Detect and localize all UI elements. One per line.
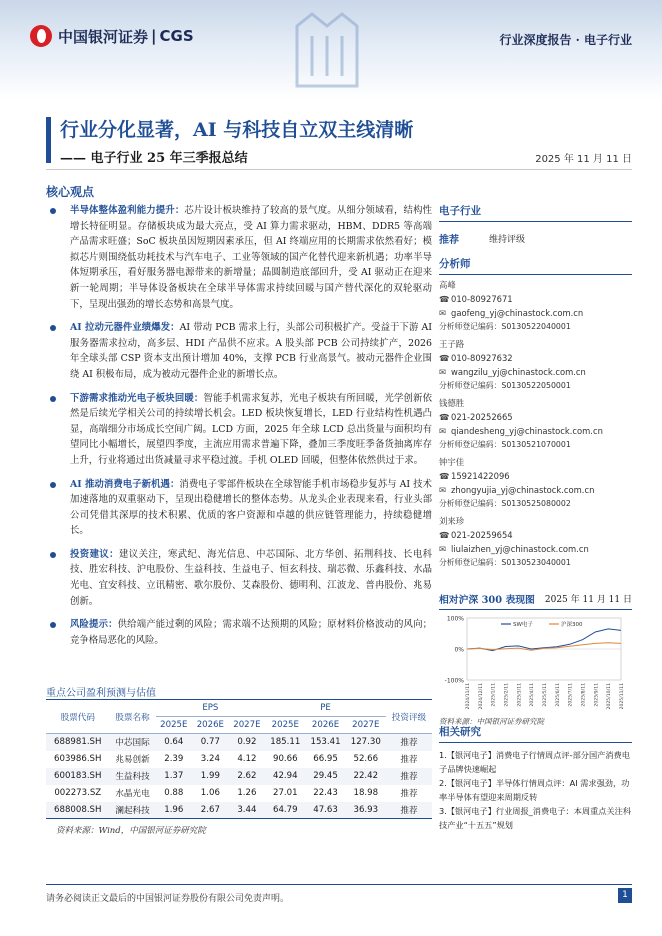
x-tick-label: 2024/11/11	[466, 683, 471, 710]
mail-icon: ✉	[439, 485, 447, 495]
x-tick-label: 2025/2/11	[504, 683, 510, 707]
sidebar	[439, 203, 632, 570]
rating-row	[439, 230, 632, 246]
rating-label: 推荐	[439, 234, 459, 246]
mail-icon: ✉	[439, 367, 447, 377]
footer-divider	[46, 884, 632, 885]
cell-eps: 0.64	[164, 737, 184, 748]
page-number: 1	[618, 888, 632, 903]
point-head: 半导体整体盈利能力提升：	[70, 205, 185, 216]
report-title: 行业分化显著，AI 与科技自立双主线清晰	[60, 119, 414, 141]
year-header: 2027E	[346, 717, 386, 734]
analyst-name-text: 钱德胜	[439, 398, 465, 408]
cell-name: 澜起科技	[115, 805, 150, 816]
analyst-reg	[439, 379, 632, 393]
cell-pe: 27.01	[272, 788, 298, 798]
cell-rating: 推荐	[400, 738, 418, 749]
related-item[interactable]: 2.【银河电子】半导体行情周点评：AI 需求强劲，功率半导体有望迎来周期反转	[439, 778, 630, 802]
analyst-reg-text: 分析师登记编码：S0130522040001	[439, 322, 571, 331]
related-item[interactable]: 1.【银河电子】消费电子行情周点评-部分国产消费电子品牌快速崛起	[439, 750, 630, 774]
point-head: AI 推动消费电子新机遇：	[70, 478, 180, 490]
cell-rating: 推荐	[400, 772, 418, 782]
logo-cn: 中国银河证券	[58, 27, 149, 46]
decorative-building-graphic	[292, 6, 362, 90]
year-header: 2025E	[265, 717, 305, 734]
point-body: 建议关注，寒武纪、海光信息、中芯国际、北方华创、拓荆科技、长电科技、胜宏科技、沪电股份、生益科技、生益电子、恒玄科技、瑞芯微、乐鑫科技、水晶光电、宜安科技、立讯精密、歌尔股份、艾森股份、德明利、江波龙、普冉股份、兆易创新。	[70, 548, 432, 607]
point-head: 风险提示：	[70, 619, 118, 631]
analyst-name	[439, 278, 632, 292]
point-body: 芯片设计板块维持了较高的景气度。从细分领域看，结构性增长特征明显。存储板块成为最大亮点，受 AI 算力需求驱动，HBM、DDR5 等高端产品需求旺盛；SoC 板块虽因短期因素承压，但 AI 终端应用的长期需求依然看好；模拟芯片则围绕低功耗技术与汽车电子、工业等领域的国产化替代迎来新机遇；功率半导体短期承压，看好服务器电源带来的新增量；晶圆制造底部回升，受 AI 驱动正在迎来新一轮周期；半导体设备板块在全球半导体需求持续回暖与国产替代深化的双轮驱动下，呈现出强劲的增长态势和高景气度。	[70, 205, 432, 310]
cell-eps: 2.62	[237, 771, 257, 781]
cell-eps: 3.24	[200, 754, 220, 764]
analyst-phone	[439, 410, 632, 424]
analyst-name	[439, 396, 632, 410]
mail-icon: ✉	[439, 426, 447, 436]
analyst-reg-text: 分析师登记编码：S0130525080002	[439, 499, 571, 508]
related-heading: 相关研究	[439, 724, 632, 743]
cell-pe: 52.66	[353, 754, 379, 764]
analyst-email[interactable]	[439, 365, 632, 379]
phone-icon: ☎	[439, 353, 450, 363]
phone-icon: ☎	[439, 294, 450, 304]
forecast-table	[46, 699, 432, 819]
x-tick-label: 2025/7/11	[568, 683, 574, 707]
analyst-phone-text: 15921422096	[451, 471, 510, 481]
analyst-email-text: qiandesheng_yj@chinastock.com.cn	[451, 426, 603, 436]
analyst-phone	[439, 351, 632, 365]
cell-name: 中芯国际	[115, 738, 150, 749]
cell-pe: 18.98	[353, 788, 379, 798]
cell-pe: 90.66	[272, 754, 298, 764]
phone-icon: ☎	[439, 412, 450, 422]
related-item[interactable]: 3.【银河电子】行业周报_消费电子：本周重点关注科技产业“十五五”规划	[439, 806, 632, 830]
table-row	[46, 751, 432, 768]
legend-label: 沪深300	[561, 622, 583, 628]
analyst-email[interactable]	[439, 542, 632, 556]
year-header: 2026E	[305, 717, 345, 734]
analyst-phone-text: 021-20259654	[451, 530, 513, 540]
table-row	[46, 785, 432, 802]
analyst-email-text: wangzilu_yj@chinastock.com.cn	[451, 367, 586, 377]
col-name: 股票名称	[110, 700, 156, 734]
chart-header	[439, 592, 632, 610]
analyst-phone	[439, 292, 632, 306]
bullet-icon	[50, 482, 56, 488]
cell-pe: 127.30	[350, 737, 381, 748]
col-rating: 投资评级	[386, 700, 432, 734]
related-research	[439, 724, 632, 832]
analyst-name-text: 钟宇佳	[439, 457, 465, 467]
core-points	[46, 203, 432, 656]
logo-separator: |	[151, 27, 157, 45]
bullet-icon	[50, 622, 56, 628]
analyst-name-text: 刘来珍	[439, 516, 465, 526]
cell-pe: 29.45	[313, 771, 338, 781]
cell-name: 兆易创新	[115, 755, 150, 765]
point-body: AI 带动 PCB 需求上行，头部公司积极扩产。受益于下游 AI 服务器需求拉动，高多层、HDI 产品供不应求。A 股头部 PCB 公司持续扩产，2026 年全球头部 CSP 资本支出预计增加 40%，支撑 PCB 行业高景气。被动元器件企业围绕 AI 积极布局，成为被动元器件企业的新增长点。	[70, 322, 432, 380]
col-code: 股票代码	[46, 700, 110, 734]
bullet-icon	[50, 208, 56, 214]
analyst-name	[439, 337, 632, 351]
cell-code: 688008.SH	[54, 804, 102, 815]
table-source: 资料来源：Wind，中国银河证券研究院	[56, 826, 206, 836]
analyst-phone-text: 010-80927632	[451, 353, 513, 363]
analyst-reg-text: 分析师登记编码：S0130522050001	[439, 381, 571, 390]
bullet-icon	[50, 325, 56, 331]
x-tick-label: 2025/11/11	[620, 683, 625, 710]
title-accent-bar	[46, 117, 51, 163]
analyst-reg-text: 分析师登记编码：S0130521070001	[439, 440, 571, 449]
x-tick-label: 2025/9/11	[594, 683, 600, 707]
chart-svg	[439, 610, 632, 712]
analyst-name-text: 高峰	[439, 280, 456, 290]
point-head: 下游需求推动光电子板块回暖：	[70, 392, 204, 404]
core-point	[46, 547, 432, 609]
analyst-name-text: 王子路	[439, 339, 465, 349]
cell-eps: 1.37	[164, 771, 184, 781]
table-row	[46, 734, 432, 751]
point-head: 投资建议：	[70, 548, 119, 560]
point-body: 智能手机需求复苏，光电子板块有所回暖，光学创新依然是后续光学相关公司的持续增长机会。LED 板块恢复增长，LED 行业结构性机遇凸显，高端细分市场成长空间广阔。LCD 方面，2025 年全球 LCD 总出货量与面积均有望同比小幅增长，展望四季度，主流应用需求普遍下降，叠加三季度旺季备货抽离库存上升，行业将通过出货减量寻求平稳过渡。手机 OLED 回暖，但整体依然供过于求。	[70, 392, 432, 466]
chart-date: 2025 年 11 月 11 日	[544, 595, 632, 605]
cell-code: 688981.SH	[54, 737, 102, 748]
relative-performance-chart	[439, 592, 632, 727]
x-tick-label: 2025/6/11	[555, 683, 561, 707]
core-heading: 核心观点	[46, 185, 95, 199]
chart-source: 资料来源：中国银河证券研究院	[439, 717, 544, 726]
point-head: AI 拉动元器件业绩爆发：	[70, 322, 180, 334]
col-pe: PE	[265, 700, 386, 717]
cell-eps: 1.06	[200, 788, 220, 798]
report-subtitle: —— 电子行业 25 年三季报总结	[60, 151, 248, 166]
analyst-email[interactable]	[439, 424, 632, 438]
cell-name: 生益科技	[115, 772, 150, 782]
analyst-email-text: zhongyujia_yj@chinastock.com.cn	[451, 485, 595, 495]
point-body: 供给端产能过剩的风险；需求端不达预期的风险；原材料价格波动的风向；竞争格局恶化的风险。	[70, 619, 432, 646]
x-tick-label: 2025/8/11	[581, 683, 587, 707]
core-point	[46, 391, 432, 469]
analyst-phone-text: 021-20252665	[451, 412, 513, 422]
cell-eps: 1.96	[164, 804, 184, 815]
report-date: 2025 年 11 月 11 日	[535, 154, 632, 165]
analyst-card	[439, 514, 632, 570]
table-row	[46, 768, 432, 785]
cell-pe: 64.79	[272, 804, 298, 815]
analyst-list	[439, 278, 632, 570]
cell-eps: 1.26	[237, 788, 257, 798]
core-point	[46, 203, 432, 312]
cell-rating: 推荐	[400, 789, 418, 799]
phone-icon: ☎	[439, 471, 450, 481]
analyst-phone	[439, 528, 632, 542]
x-tick-label: 2025/10/11	[607, 683, 613, 710]
chart-title: 相对沪深 300 表现图	[439, 595, 535, 606]
x-tick-label: 2025/4/11	[530, 683, 536, 707]
cell-pe: 66.95	[313, 754, 338, 764]
cell-rating: 推荐	[400, 805, 418, 816]
analyst-reg-text: 分析师登记编码：S0130523040001	[439, 558, 571, 567]
bullet-icon	[50, 396, 56, 402]
divider	[46, 169, 632, 170]
analyst-reg	[439, 497, 632, 511]
forecast-table-title: 重点公司盈利预测与估值	[46, 688, 156, 699]
mail-icon: ✉	[439, 544, 447, 554]
cell-eps: 2.67	[200, 804, 220, 815]
galaxy-logo-icon	[30, 25, 52, 47]
analyst-email-text: liulaizhen_yj@chinastock.com.cn	[451, 544, 589, 554]
analyst-reg	[439, 438, 632, 452]
analyst-card	[439, 337, 632, 393]
cell-eps: 2.39	[164, 754, 184, 764]
cell-eps: 0.88	[164, 788, 184, 798]
year-header: 2027E	[229, 717, 266, 734]
cell-eps: 0.77	[200, 737, 220, 748]
legend-label: SW电子	[513, 622, 533, 628]
cell-eps: 4.12	[237, 754, 257, 764]
year-header: 2025E	[156, 717, 193, 734]
industry-heading: 电子行业	[439, 203, 632, 222]
y-tick-label: 100%	[446, 615, 464, 623]
analyst-heading: 分析师	[439, 256, 632, 275]
cell-pe: 22.42	[353, 771, 379, 781]
cell-code: 603986.SH	[54, 754, 102, 764]
cell-pe: 47.63	[313, 804, 338, 815]
year-header: 2026E	[192, 717, 229, 734]
cell-code: 600183.SH	[54, 771, 102, 781]
mail-icon: ✉	[439, 308, 447, 318]
cell-code: 002273.SZ	[54, 788, 102, 798]
core-point	[46, 617, 432, 648]
analyst-phone	[439, 469, 632, 483]
cell-pe: 36.93	[353, 804, 379, 815]
forecast-rows	[46, 734, 432, 819]
core-point	[46, 320, 432, 382]
analyst-card	[439, 396, 632, 452]
cell-name: 水晶光电	[115, 789, 150, 799]
cell-pe: 22.43	[313, 788, 338, 798]
analyst-name	[439, 455, 632, 469]
report-type: 行业深度报告 · 电子行业	[499, 33, 632, 47]
analyst-email-text: gaofeng_yj@chinastock.com.cn	[451, 308, 584, 318]
cell-eps: 3.44	[237, 804, 257, 815]
footer-disclaimer: 请务必阅读正文最后的中国银河证券股份有限公司免责声明。	[46, 894, 290, 904]
cell-pe: 153.41	[310, 737, 341, 748]
brand-logo	[30, 25, 194, 47]
analyst-name	[439, 514, 632, 528]
core-point	[46, 477, 432, 539]
cell-eps: 0.92	[237, 737, 257, 748]
analyst-card	[439, 455, 632, 511]
table-row	[46, 802, 432, 819]
col-eps: EPS	[156, 700, 266, 717]
y-tick-label: 0%	[454, 646, 464, 654]
x-tick-label: 2025/3/11	[517, 683, 523, 707]
x-tick-label: 2025/5/11	[543, 683, 548, 707]
cell-rating: 推荐	[400, 755, 418, 765]
bullet-icon	[50, 552, 56, 558]
y-tick-label: -100%	[444, 677, 464, 685]
analyst-reg	[439, 320, 632, 334]
x-tick-label: 2025/1/11	[491, 683, 497, 707]
cell-pe: 185.11	[270, 737, 301, 748]
phone-icon: ☎	[439, 530, 450, 540]
x-tick-label: 2024/12/11	[478, 683, 484, 710]
point-body: 消费电子零部件板块在全球智能手机市场稳步复苏与 AI 技术加速落地的双重驱动下，呈现出稳健增长的整体态势。从龙头企业表现来看，行业头部公司凭借其深厚的技术积累、优质的客户资源和卓越的供应链管理能力，持续稳健增长。	[70, 478, 432, 537]
analyst-phone-text: 010-80927671	[451, 294, 513, 304]
analyst-card	[439, 278, 632, 334]
analyst-email[interactable]	[439, 483, 632, 497]
cell-eps: 1.99	[200, 771, 220, 781]
cell-pe: 42.94	[272, 771, 298, 781]
rating-value: 维持评级	[489, 234, 526, 245]
analyst-email[interactable]	[439, 306, 632, 320]
analyst-reg	[439, 556, 632, 570]
logo-en: CGS	[159, 27, 194, 45]
